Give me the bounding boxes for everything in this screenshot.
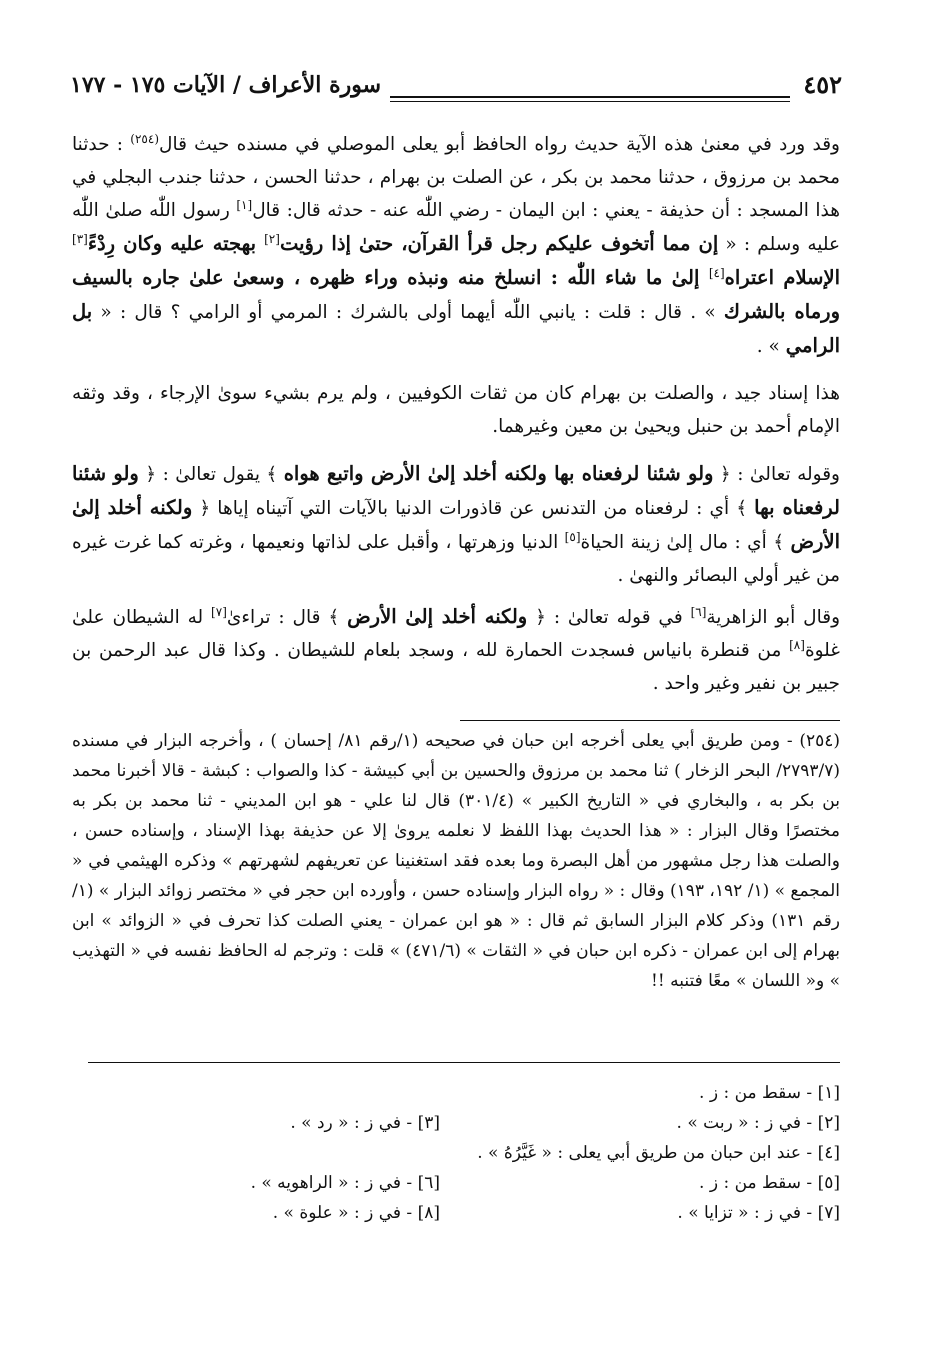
variant-ref: [٨]: [789, 637, 805, 652]
variant-num: [٣]: [417, 1113, 440, 1133]
variant-row: [88, 1083, 840, 1113]
header-rule: [390, 96, 790, 98]
hadith-text: إلىٰ ما شاء اللّٰه : انسلخ منه ونبذه وراء ظهره ، وسعىٰ علىٰ جاره بالسيف ورماه بالشرك: [72, 266, 840, 323]
paragraph-hadith: [72, 128, 840, 363]
text-run: له الشيطان علىٰ غلوة: [72, 607, 840, 661]
variant-text: - في ز : « الراهويه » .: [250, 1173, 418, 1193]
variant-text: - في ز : « ربت » .: [676, 1113, 818, 1133]
text-run: » . قال : قلت : يانبي اللّٰه أيهما أولى بالشرك : المرمي أو الرامي ؟ قال : «: [92, 302, 724, 323]
text-run: وقال أبو الزاهرية: [706, 607, 841, 628]
variant-row: [88, 1173, 840, 1203]
quran-verse: ولو شئنا لرفعناه بها: [72, 462, 840, 519]
variant-num: [٢]: [817, 1113, 840, 1133]
header-rule-thin: [390, 101, 790, 102]
paragraph-isnad: هذا إسناد جيد ، والصلت بن بهرام كان من ثقات الكوفيين ، ولم يرم بشيء سوىٰ الإرجاء ، وقد وثقه الإمام أحمد بن حنبل ويحيىٰ بن معين وغيرهما.: [72, 383, 840, 437]
hadith-text: بل الرامي: [72, 300, 840, 357]
variant-text: - في ز : « رد » .: [290, 1113, 418, 1133]
variant-text: - في ز : « علوة » .: [272, 1203, 418, 1223]
variant-text: - سقط من : ز .: [699, 1173, 818, 1193]
variant-ref: [٧]: [211, 604, 227, 619]
text-run: ﴾ قال : تراءىٰ: [226, 607, 348, 628]
running-title: سورة الأعراف / الآيات ١٧٥ - ١٧٧: [70, 72, 382, 98]
variant-note: [290, 1113, 440, 1133]
variant-text: - عند ابن حبان من طريق أبي يعلى : « غَيَّرُهُ » .: [477, 1143, 818, 1163]
footnote-separator: [460, 720, 840, 721]
hadith-text: بهجته عليه وكان رِدْءً: [87, 232, 265, 255]
variant-text: - في ز : « تزايا » .: [677, 1203, 818, 1223]
variant-ref: [١]: [236, 197, 253, 212]
variant-num: [١]: [817, 1083, 840, 1103]
variant-ref: [٤]: [708, 265, 725, 280]
text-run: رسول اللّٰه صلىٰ اللّٰه عليه وسلم : «: [72, 200, 840, 255]
variant-row: [88, 1113, 840, 1143]
page-number: ٤٥٢: [803, 70, 842, 99]
text-run: من قنطرة بانياس فسجدت الحمارة لله ، وسجد بلعام للشيطان . وكذا قال عبد الرحمن بن جبير بن نفير وغير واحد .: [72, 640, 840, 694]
variant-notes: [88, 1083, 840, 1233]
text-run: ﴾ أي : مال إلىٰ زينة الحياة: [580, 532, 791, 553]
variant-num: [٦]: [417, 1173, 440, 1193]
text-run: ﴾ أي : لرفعناه من التدنس عن قاذورات الدنيا بالآيات التي آتيناه إياها ﴿: [192, 498, 755, 519]
variant-ref: [٢]: [264, 231, 280, 246]
variants-separator: [88, 1062, 840, 1063]
quran-verse: ولو شئنا لرفعناه بها ولكنه أخلد إلىٰ الأرض واتبع هواه: [283, 462, 714, 485]
main-text: [72, 128, 840, 708]
variant-text: - سقط من : ز .: [699, 1083, 818, 1103]
variant-num: [٤]: [817, 1143, 840, 1163]
text-run: ﴾ يقول تعالىٰ : ﴿: [138, 464, 284, 485]
variant-row: [88, 1203, 840, 1233]
variant-note: [677, 1203, 840, 1223]
variant-ref: [٣]: [72, 231, 88, 246]
footnote-commentary: (٢٥٤) - ومن طريق أبي يعلى أخرجه ابن حبان في صحيحه (١/رقم ٨١/ إحسان ) ، وأخرجه البزار في مسنده (٢٧٩٣/٧/ البحر الزخار ) ثنا محمد بن مرزوق والحسين بن أبي كبيشة - كذا والصواب : كبشة - قالا أخبرنا محمد بن بكر به ، والبخاري في « التاريخ الكبير » (٣٠١/٤) قال لنا علي - هو ابن المديني - ثنا محمد بن بكر به مختصرًا وقال البزار : « هذا الحديث بهذا اللفظ لا نعلمه يروىٰ إلا عن حذيفة بهذا الإسناد ، وإسناده حسن ، والصلت هذا رجل مشهور من أهل البصرة وما بعده فقد استغنينا عن تعريفهم لشهرتهم » وذكره الهيثمي في « المجمع » (١/ ١٩٢، ١٩٣) وقال : « رواه البزار وإسناده حسن ، وأورده ابن حجر في « مختصر زوائد البزار » (١/رقم ١٣١) وذكر كلام البزار السابق ثم قال : « هو ابن عمران - يعني الصلت كذا تحرف في « الزوائد » ابن بهرام إلى ابن عمران - ذكره ابن حبان في « الثقات » (٤٧١/٦) » قلت : وترجم له الحافظ نفسه في « التهذيب » و« اللسان » معًا فتنبه !!: [72, 731, 841, 991]
variant-num: [٨]: [417, 1203, 440, 1223]
variant-note: [699, 1173, 840, 1193]
text-run: وقوله تعالىٰ : ﴿: [713, 464, 840, 485]
text-run: وقد ورد في معنىٰ هذه الآية حديث رواه الحافظ أبو يعلى الموصلي في مسنده حيث قال: [159, 134, 840, 155]
paragraph-narration: [72, 600, 840, 700]
hadith-text: الإسلام اعتراه: [724, 266, 840, 289]
variant-note: [251, 1173, 440, 1193]
text-run: : حدثنا محمد بن مرزوق ، حدثنا محمد بن بكر ، عن الصلت بن بهرام ، حدثنا الحسن ، حدثنا جندب البجلي في هذا المسجد : أن حذيفة - يعني : ابن اليمان - رضي اللّٰه عنه - حدثه قال: قال: [72, 134, 840, 221]
variant-ref: [٦]: [690, 604, 707, 619]
paragraph-tafsir: [72, 457, 840, 592]
text-run: الدنيا وزهرتها ، وأقبل على لذاتها ونعيمها ، وغرته كما غرت غيره من غير أولي البصائر والنهىٰ .: [72, 532, 840, 586]
footnote-ref: (٢٥٤): [130, 131, 159, 146]
variant-note: [477, 1143, 840, 1163]
variant-num: [٥]: [817, 1173, 840, 1193]
hadith-text: إن مما أتخوف عليكم رجل قرأ القرآن، حتىٰ إذا رؤيت: [279, 232, 719, 255]
variant-ref: [٥]: [564, 529, 581, 544]
quran-verse: ولكنه أخلد إلىٰ الأرض: [347, 605, 528, 628]
quran-verse: ولكنه أخلد إلىٰ الأرض: [72, 496, 840, 553]
variant-note: [273, 1203, 440, 1223]
variant-row: [88, 1143, 840, 1173]
variant-note: [677, 1113, 840, 1133]
variant-num: [٧]: [817, 1203, 840, 1223]
text-run: » .: [756, 336, 786, 357]
text-run: في قوله تعالىٰ : ﴿: [527, 607, 691, 628]
page-header: [70, 70, 842, 110]
variant-note: [699, 1083, 840, 1103]
